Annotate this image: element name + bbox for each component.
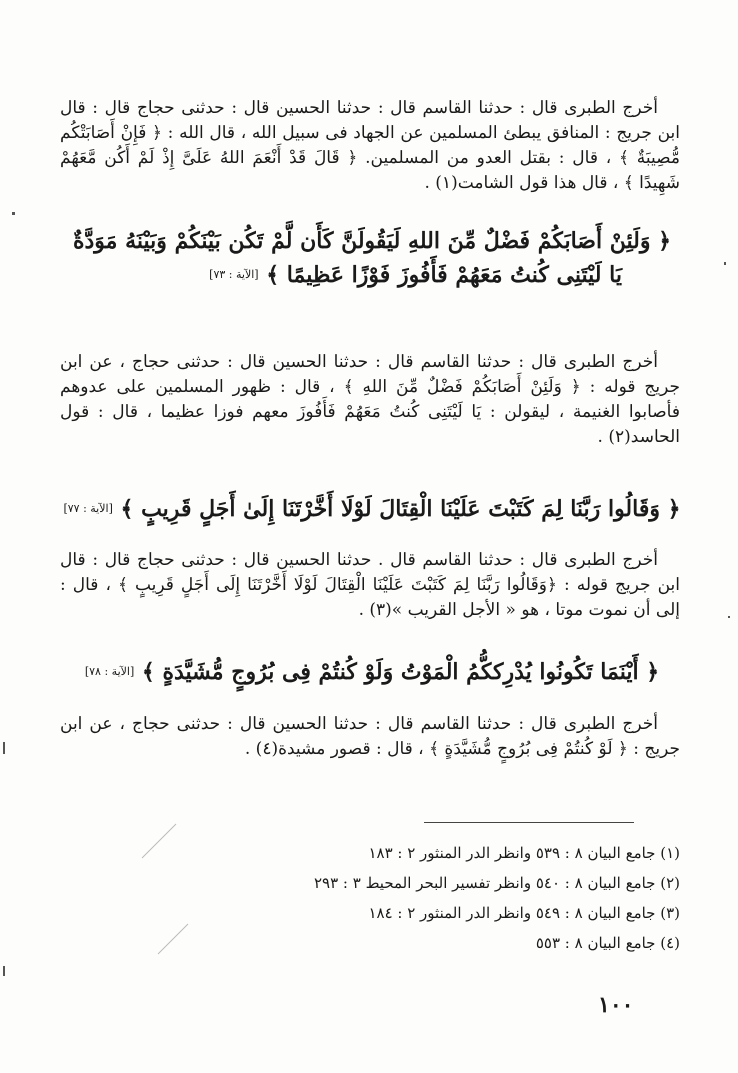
footnote-separator: [424, 822, 634, 823]
verse-line-2-wrap: [62, 258, 682, 292]
paragraph-4: [60, 712, 680, 762]
paragraph-1: [60, 96, 680, 196]
scan-speck: [3, 742, 5, 754]
scan-speck: [3, 966, 5, 976]
footnote-1: (١) جامع البيان ٨ : ٥٣٩ وانظر الدر المنثور ٢ : ١٨٣: [368, 844, 680, 862]
scan-speck: [724, 262, 726, 265]
paragraph-text: أخرج الطبرى قال : حدثنا القاسم قال : حدثنا الحسين قال : حدثنى حجاج قال : قال ابن جريج : المنافق يبطئ المسلمين عن الجهاد فى سبيل الله ، قال الله : ﴿ فَإِنْ أَصَابَتْكُم مُّصِيبَةٌ ﴾ ، قال : بقتل العدو من المسلمين. ﴿ قَالَ قَدْ أَنْعَمَ اللهُ عَلَىَّ إِذْ لَمْ أَكُن مَّعَهُمْ شَهِيدًا ﴾ ، قال هذا قول الشامت(١) .: [60, 98, 680, 193]
paragraph-3: [60, 548, 680, 623]
footnote-3: (٣) جامع البيان ٨ : ٥٤٩ وانظر الدر المنثور ٢ : ١٨٤: [368, 904, 680, 922]
paragraph-text: أخرج الطبرى قال : حدثنا القاسم قال : حدثنا الحسين قال : حدثنى حجاج ، عن ابن جريج : ﴿ لَوْ كُنتُمْ فِى بُرُوجٍ مُّشَيَّدَةٍ ﴾ ، قال : قصور مشيدة(٤) .: [60, 714, 680, 759]
verse-line: ﴿ وَلَئِنْ أَصَابَكُمْ فَضْلٌ مِّنَ اللهِ لَيَقُولَنَّ كَأَن لَّمْ تَكُن بَيْنَكُمْ وَبَيْنَهُ مَوَدَّةٌ: [72, 228, 672, 254]
paragraph-text: أخرج الطبرى قال : حدثنا القاسم قال . حدثنا الحسين قال : حدثنى حجاج قال : قال ابن جريج قوله : ﴿وَقَالُوا رَبَّنَا لِمَ كَتَبْتَ عَلَيْنَا الْقِتَالَ لَوْلَا أَخَّرْتَنَا إِلَى أَجَلٍ قَرِيبٍ ﴾ ، قال : إلى أن نموت موتا ، هو « الأجل القريب »(٣) .: [60, 550, 680, 620]
verse-reference: [الآية : ٧٣]: [209, 268, 259, 281]
scan-scratch: [156, 920, 192, 956]
verse-line: ﴿ وَقَالُوا رَبَّنَا لِمَ كَتَبْتَ عَلَيْنَا الْقِتَالَ لَوْلَا أَخَّرْتَنَا إِلَىٰ أَجَلٍ قَرِيبٍ ﴾: [120, 496, 681, 522]
footnote-2: (٢) جامع البيان ٨ : ٥٤٠ وانظر تفسير البحر المحيط ٣ : ٢٩٣: [313, 874, 680, 892]
paragraph-text: أخرج الطبرى قال : حدثنا القاسم قال : حدثنا الحسين قال : حدثنى حجاج ، عن ابن جريج قوله : ﴿ وَلَئِنْ أَصَابَكُمْ فَضْلٌ مِّنَ اللهِ ﴾ ، قال : ظهور المسلمين على عدوهم فأصابوا الغنيمة ، ليقولن : يَا لَيْتَنِى كُنتُ مَعَهُمْ فَأَفُوزَ معهم فوزا عظيما ، قال : قول الحاسد(٢) .: [60, 352, 680, 447]
paragraph-2: [60, 350, 680, 450]
verse-reference: [الآية : ٧٨]: [84, 665, 135, 678]
quran-verse-3: [62, 655, 682, 689]
quran-verse-2: [62, 492, 682, 526]
verse-line: يَا لَيْتَنِى كُنتُ مَعَهُمْ فَأَفُوزَ فَوْزًا عَظِيمًا ﴾: [266, 262, 622, 288]
page-number: ١٠٠: [598, 992, 634, 1018]
verse-reference: [الآية : ٧٧]: [63, 502, 113, 515]
footnote-4: (٤) جامع البيان ٨ : ٥٥٣: [535, 934, 680, 952]
scan-speck: [728, 616, 730, 618]
scan-scratch: [140, 820, 180, 860]
scan-speck: [12, 212, 15, 215]
footnotes: [200, 838, 680, 958]
quran-verse-1: [62, 224, 682, 292]
verse-line: ﴿ أَيْنَمَا تَكُونُوا يُدْرِككُّمُ الْمَوْتُ وَلَوْ كُنتُمْ فِى بُرُوجٍ مُّشَيَّدَةٍ ﴾: [141, 659, 660, 685]
